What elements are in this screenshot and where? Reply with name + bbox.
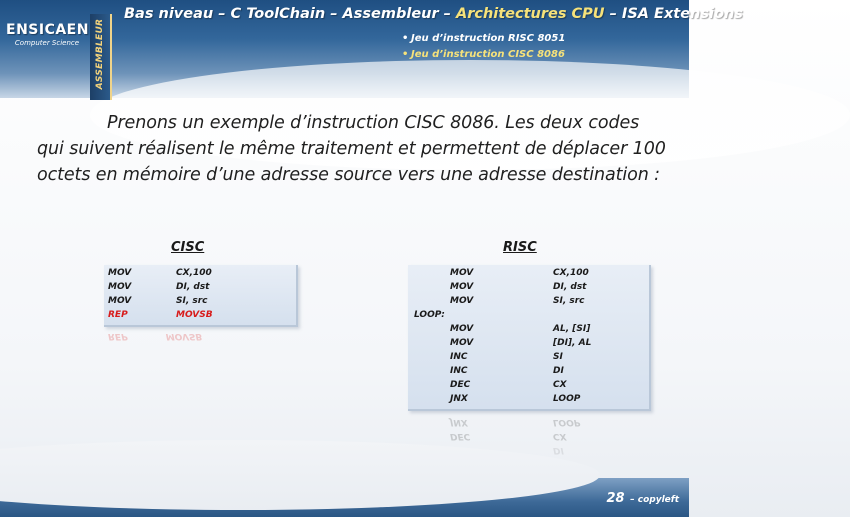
breadcrumb-part-1: Bas niveau – C ToolChain – Assembleur – [124, 6, 456, 22]
risc-loop-label: LOOP: [414, 310, 445, 320]
risc-mnemonic: MOV [450, 282, 474, 292]
risc-mnemonic: MOV [450, 324, 474, 334]
body-paragraph [37, 110, 667, 188]
risc-operand: SI [553, 352, 563, 362]
reflection-row: DEC [450, 431, 471, 441]
cisc-operand: DI, dst [176, 282, 210, 292]
risc-mnemonic: INC [450, 352, 468, 362]
cisc-operand: SI, src [176, 296, 208, 306]
reflection-row: LOOP [553, 417, 581, 427]
risc-operand: AL, [SI] [553, 324, 591, 334]
cisc-operand-movsb: MOVSB [176, 310, 213, 320]
risc-title: RISC [503, 240, 537, 255]
cisc-operand: CX,100 [176, 268, 212, 278]
risc-operand: CX [553, 380, 567, 390]
cisc-reflection: REP MOVSB [108, 331, 203, 341]
risc-mnemonic: MOV [450, 268, 474, 278]
reflection-row: CX [553, 431, 567, 441]
cisc-mnemonic: MOV [108, 296, 132, 306]
page-footer [606, 487, 679, 506]
risc-mnemonic: MOV [450, 338, 474, 348]
risc-operand: [DI], AL [553, 338, 592, 348]
breadcrumb-current: Architectures CPU [455, 6, 605, 22]
risc-mnemonic: INC [450, 366, 468, 376]
logo-subtitle: Computer Science [14, 39, 80, 47]
risc-code-box [408, 265, 651, 411]
breadcrumb-part-3: – ISA Extensions [604, 6, 743, 22]
bullet-icon: • [402, 33, 409, 44]
risc-operand: DI [553, 366, 564, 376]
risc-mnemonic: DEC [450, 380, 471, 390]
reflection-row: JNX [450, 417, 468, 427]
reflection-row: DI [553, 445, 564, 455]
submenu-item-label: Jeu d’instruction CISC 8086 [411, 49, 565, 60]
section-tab [90, 14, 112, 100]
breadcrumb [124, 6, 743, 22]
bullet-icon: • [402, 49, 409, 60]
slide-header [0, 0, 743, 98]
risc-operand: DI, dst [553, 282, 587, 292]
cisc-mnemonic-rep: REP [108, 310, 128, 320]
risc-mnemonic: JNX [450, 394, 468, 404]
copyleft-tag: – copyleft [630, 495, 679, 505]
risc-mnemonic: MOV [450, 296, 474, 306]
cisc-mnemonic: MOV [108, 268, 132, 278]
risc-operand: CX,100 [553, 268, 589, 278]
submenu [402, 31, 565, 63]
risc-operand: LOOP [553, 394, 581, 404]
cisc-title: CISC [171, 240, 205, 255]
section-label: ASSEMBLEUR [95, 18, 105, 90]
submenu-item-risc [402, 31, 565, 47]
risc-operand: SI, src [553, 296, 585, 306]
logo [6, 22, 88, 47]
submenu-item-label: Jeu d’instruction RISC 8051 [411, 33, 566, 44]
submenu-item-cisc [402, 47, 565, 63]
cisc-mnemonic: MOV [108, 282, 132, 292]
page-number: 28 [606, 491, 625, 506]
logo-text: ENSICAEN [6, 22, 89, 38]
paragraph-text: Prenons un exemple d’instruction CISC 8086. Les deux codes qui suivent réalisent le même traitement et permettent de déplacer 100 octets en mémoire d’une adresse source vers une adresse destination : [37, 113, 666, 185]
